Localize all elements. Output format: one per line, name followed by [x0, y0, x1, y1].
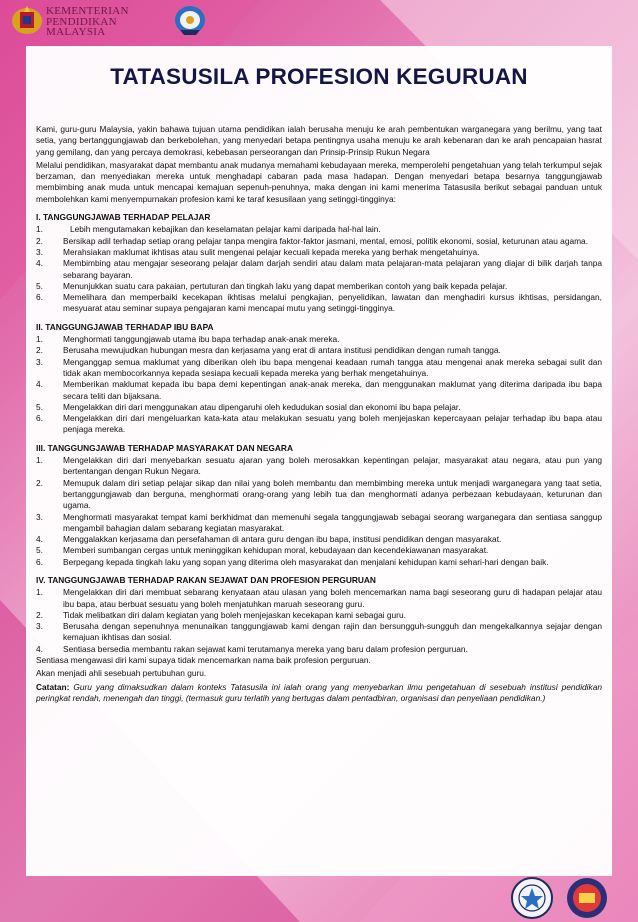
catatan-label: Catatan:: [36, 681, 70, 692]
item-text: Memelihara dan memperbaiki kecekapan ikhtisas melalui pengkajian, penyelidikan, lawatan dan menghadiri kursus ikhtisas, persidangan, mesyuarat atau seminar supaya pengajaran kami mencapai mutu yang setinggi-tingginya.: [63, 292, 602, 314]
item-number: 1.: [36, 587, 43, 598]
item-number: 1.: [36, 224, 43, 235]
list-item: [36, 247, 602, 258]
item-number: 3.: [36, 246, 43, 257]
list-item: [36, 610, 602, 621]
list-item: [36, 292, 602, 315]
item-text: Berusaha dengan sepenuhnya menunaikan tanggungjawab kami dengan rajin dan bersungguh-sungguh dan mengekalkannya sejajar dengan kemajuan ikhtisas dan sosial.: [63, 621, 602, 643]
catatan-note: [36, 682, 602, 705]
item-text: Berusaha mewujudkan hubungan mesra dan kerjasama yang erat di antara institusi pendidikan dengan rumah tangga.: [63, 345, 501, 356]
item-text: Sentiasa bersedia membantu rakan sejawat kami terutamanya mereka yang baru dalam profesion perguruan.: [63, 643, 468, 654]
item-number: 3.: [36, 621, 43, 632]
item-text: Membimbing atau mengajar seseorang pelajar dalam darjah sendiri atau dalam mata pelajaran-mata pelajaran yang diajar di bilik darjah tanpa sebarang bayaran.: [63, 258, 602, 280]
item-text: Memberikan maklumat kepada ibu bapa demi kepentingan anak-anak mereka, dan menggunakan maklumat yang diterima daripada ibu bapa secara teliti dan bijaksana.: [63, 379, 602, 401]
item-text: Berpegang kepada tingkah laku yang sopan yang diterima oleh masyarakat dan menjalani kehidupan kami sehari-hari dengan baik.: [63, 556, 549, 567]
list-item: [36, 281, 602, 292]
list-item: [36, 236, 602, 247]
list-item: [36, 644, 602, 655]
item-number: 6.: [36, 413, 43, 424]
item-text: Memupuk dalam diri setiap pelajar sikap dan nilai yang boleh membantu dan membimbing mereka untuk menjadi warganegara yang taat setia, bertanggungjawab dan berguna, menghormati orang-orang yang lebih tua dan menghormati adanya perbezaan kebudayaan, keturunan dan ugama.: [63, 477, 602, 511]
ministry-line1: KEMENTERIAN: [46, 5, 129, 17]
item-number: 2.: [36, 345, 43, 356]
item-text: Merahsiakan maklumat ikhtisas atau sulit mengenai pelajar kecuali kepada mereka yang berhak mengetahuinya.: [63, 246, 480, 257]
list-item: [36, 587, 602, 610]
catatan-text: Guru yang dimaksudkan dalam konteks Tatasusila ini ialah orang yang menyebarkan ilmu pengetahuan di sesebuah institusi pendidikan peringkat rendah, menengah dan tinggi, (termasuk guru terlatih yang bertugas dalam pentadbiran, organisasi dan penyeliaan pendidikan.): [36, 681, 602, 703]
item-number: 6.: [36, 292, 43, 303]
item-text: Bersikap adil terhadap setiap orang pelajar tanpa mengira faktor-faktor jasmani, mental, emosi, politik ekonomi, sosial, keturunan atau agama.: [63, 235, 589, 246]
item-number: 5.: [36, 545, 43, 556]
item-number: 2.: [36, 609, 43, 620]
item-text: Menghormati tanggungjawab utama ibu bapa terhadap anak-anak mereka.: [63, 334, 340, 345]
list-item: [36, 557, 602, 568]
list-item: [36, 224, 602, 235]
item-text: Mengelakkan diri dari menggunakan atau dipengaruhi oleh kedudukan sosial dan ekonomi ibu bapa pelajar.: [63, 401, 461, 412]
item-text: Menghormati masyarakat tempat kami berkhidmat dan memenuhi segala tanggungjawab sebagai seorang warganegara dan sentiasa sanggup mengambil bahagian dalam sebarang kegiatan masyarakat.: [63, 511, 602, 533]
item-text: Mengelakkan diri dari mengeluarkan kata-kata atau melakukan sesuatu yang boleh menjejaskan kepercayaan pelajar terhadap ibu bapa atau penjaga mereka.: [63, 413, 602, 435]
item-number: 4.: [36, 534, 43, 545]
ministry-crest-icon: [10, 4, 44, 36]
item-number: 4.: [36, 379, 43, 390]
item-number: 3.: [36, 511, 43, 522]
item-text: Mengelakkan diri dari membuat sebarang kenyataan atau ulasan yang boleh mencemarkan nama bagi seseorang guru di hadapan pelajar atau ibu bapa, atau berbuat sesuatu yang boleh menjatuhkan maruah seseorang guru.: [63, 587, 602, 609]
item-number: 1.: [36, 455, 43, 466]
item-text: Lebih mengutamakan kebajikan dan keselamatan pelajar kami daripada hal-hal lain.: [63, 224, 381, 235]
item-number: 1.: [36, 334, 43, 345]
list-item: [36, 345, 602, 356]
ministry-wordmark: [46, 6, 129, 38]
item-text: Menunjukkan suatu cara pakaian, pertuturan dan tingkah laku yang dapat memberikan contoh yang baik kepada pelajar.: [63, 280, 508, 291]
item-number: 6.: [36, 556, 43, 567]
item-number: 3.: [36, 356, 43, 367]
institute-emblem-icon: [170, 4, 210, 36]
page-title: TATASUSILA PROFESION KEGURUAN: [110, 64, 528, 89]
anniversary-logo-icon: [565, 876, 609, 920]
item-number: 2.: [36, 477, 43, 488]
item-text: Memberi sumbangan cergas untuk meninggikan kehidupan moral, kebudayaan dan kecendekiawanan masyarakat.: [63, 545, 489, 556]
list-item: [36, 534, 602, 545]
section-4: [36, 575, 602, 680]
section-heading: II. TANGGUNGJAWAB TERHADAP IBU BAPA: [36, 321, 214, 332]
item-text: Menggalakkan kerjasama dan persefahaman di antara guru dengan ibu bapa, institusi pendidikan dengan masyarakat.: [63, 534, 502, 545]
header: [0, 0, 638, 48]
document-body: [36, 124, 602, 706]
list-item: [36, 334, 602, 345]
item-text: Mengelakkan diri dari menyebarkan sesuatu ajaran yang boleh merosakkan kepentingan pelajar, masyarakat atau negara, atau pun yang bertentangan dengan Rukun Negara.: [63, 455, 602, 477]
content-card: [26, 46, 612, 876]
list-item: [36, 379, 602, 402]
closing-line-1: Sentiasa mengawasi diri kami supaya tidak mencemarkan nama baik profesion perguruan.: [36, 655, 371, 666]
list-item: [36, 402, 602, 413]
item-number: 4.: [36, 643, 43, 654]
list-item: [36, 357, 602, 380]
section-3: [36, 443, 602, 568]
closing-line-2: Akan menjadi ahli sesebuah pertubuhan guru.: [36, 668, 207, 679]
section-heading: I. TANGGUNGJAWAB TERHADAP PELAJAR: [36, 212, 211, 223]
item-number: 5.: [36, 280, 43, 291]
list-item: [36, 478, 602, 512]
section-1: [36, 212, 602, 315]
badge-seal-icon: [510, 876, 554, 920]
list-item: [36, 258, 602, 281]
section-2: [36, 322, 602, 436]
list-item: [36, 621, 602, 644]
list-item: [36, 512, 602, 535]
item-text: Menganggap semua maklumat yang diberikan oleh ibu bapa mengenai keadaan rumah tangga atau mengenai anak mereka sebagai sulit dan tidak akan membocorkannya kepada sesiapa kecuali kepada mereka yang berhak mengetahuinya.: [63, 356, 602, 378]
list-item: [36, 455, 602, 478]
item-number: 4.: [36, 258, 43, 269]
item-text: Tidak melibatkan diri dalam kegiatan yang boleh menjejaskan kecekapan kami sebagai guru.: [63, 609, 406, 620]
list-item: [36, 413, 602, 436]
intro-paragraph-1: Kami, guru-guru Malaysia, yakin bahawa tujuan utama pendidikan ialah berusaha menuju ke arah pembentukan warganegara yang berilmu, yang taat setia, yang bertanggungjawab dan berkebolehan, yang menyedari betapa pentingnya usaha menuju ke arah kebenaran dan ke arah pencapaian hasrat yang gemilang, dan yang percaya demokrasi, kebebasan perseorangan dan Prinsip-Prinsip Rukun Negara: [36, 124, 602, 157]
item-number: 2.: [36, 235, 43, 246]
list-item: [36, 545, 602, 556]
item-number: 5.: [36, 401, 43, 412]
intro-paragraph-2: Melalui pendidikan, masyarakat dapat membantu anak mudanya memahami kebudayaan mereka, memperolehi pengetahuan yang telah terkumpul sejak berzaman, dan menyediakan mereka untuk menghadapi cabaran pada masa hadapan. Dengan menyedari betapa besarnya tanggungjawab membimbing anak muda untuk mencapai kemajuan sepenuh-penuhnya, maka dengan ini kami menerima Tatasusila berikut sebagai panduan untuk membolehkan kami menyempurnakan profesion kami ke taraf kesusilaan yang setinggi-tingginya:: [36, 159, 602, 204]
ministry-line3: MALAYSIA: [46, 26, 106, 38]
section-heading: IV. TANGGUNGJAWAB TERHADAP RAKAN SEJAWAT DAN PROFESION PERGURUAN: [36, 574, 376, 585]
ministry-line2: PENDIDIKAN: [46, 15, 117, 28]
section-heading: III. TANGGUNGJAWAB TERHADAP MASYARAKAT DAN NEGARA: [36, 442, 293, 453]
